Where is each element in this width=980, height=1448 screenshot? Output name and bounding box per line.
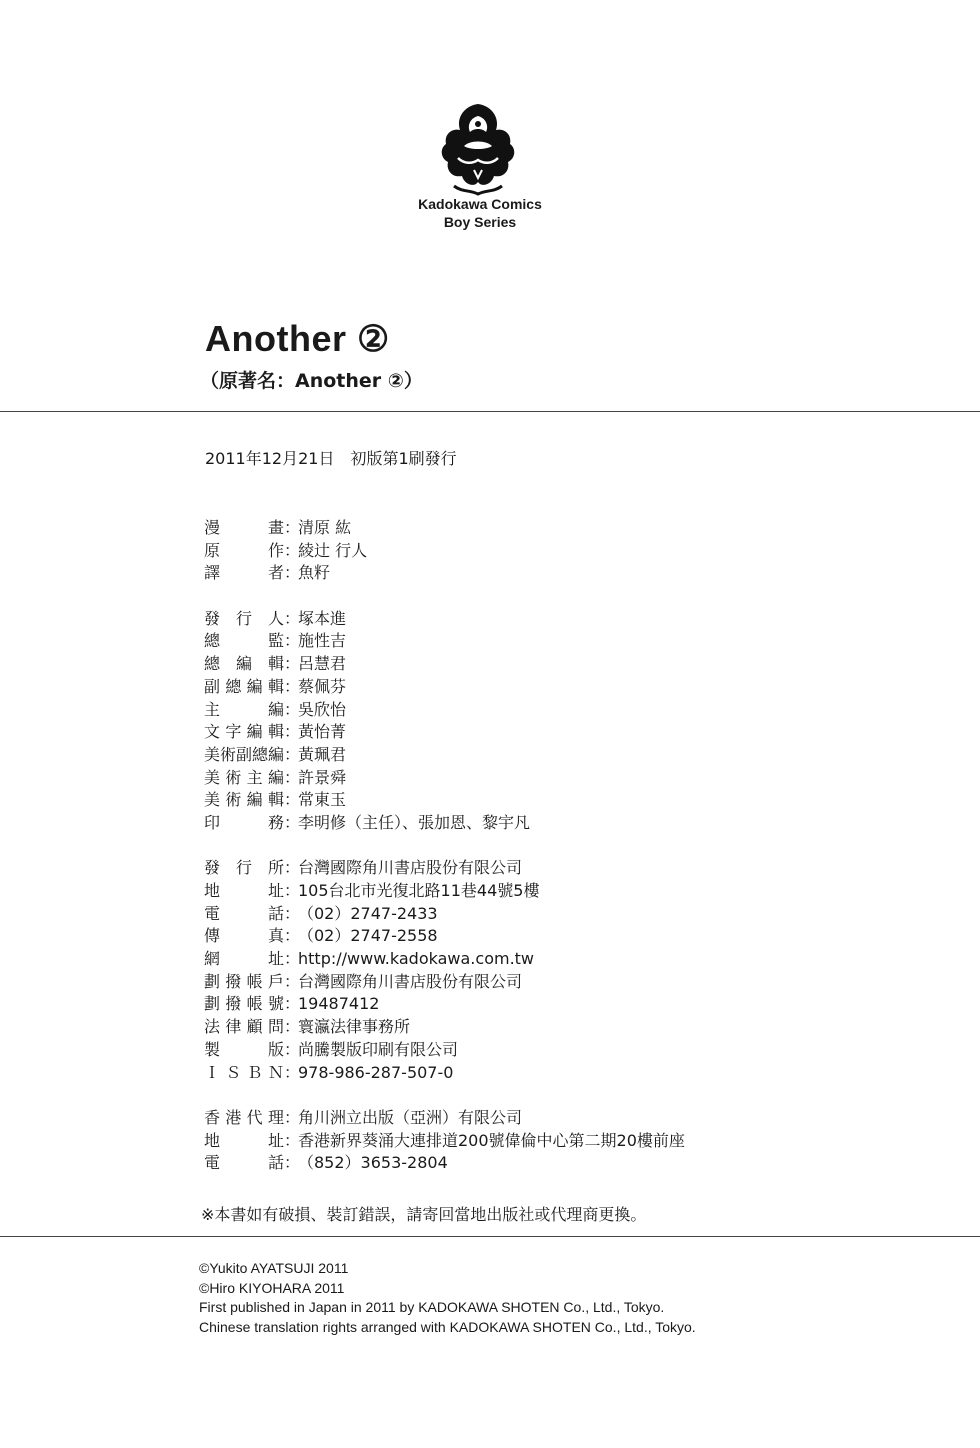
credit-separator: ： — [284, 676, 301, 696]
credit-row — [204, 1039, 685, 1062]
credit-label: 網 址 — [204, 949, 284, 969]
credit-value: 清原 紘 — [298, 518, 352, 537]
credit-value: 寰瀛法律事務所 — [298, 1017, 411, 1037]
credit-label: 副總編輯 — [204, 676, 284, 696]
credit-row — [204, 789, 685, 812]
credit-row — [204, 744, 685, 767]
credit-separator: ： — [284, 1107, 301, 1127]
credit-value: （02）2747-2558 — [298, 926, 438, 946]
copyright-block — [199, 1259, 696, 1337]
original-title: （原著名：Another ②） — [200, 370, 423, 392]
credit-separator: ： — [284, 858, 301, 878]
credit-row — [204, 971, 685, 994]
credit-value: 19487412 — [298, 994, 380, 1014]
credit-label: 原 作 — [204, 540, 284, 560]
credit-value: 吳欣怡 — [298, 699, 347, 719]
return-notice: ※本書如有破損、裝訂錯誤，請寄回當地出版社或代理商更換。 — [201, 1205, 647, 1224]
kadokawa-phoenix-logo-icon — [434, 100, 522, 200]
copyright-line: ©Hiro KIYOHARA 2011 — [199, 1279, 345, 1296]
credit-row — [204, 925, 685, 948]
credit-row — [204, 562, 685, 585]
credit-label: 總 監 — [204, 631, 284, 651]
copyright-line: ©Yukito AYATSUJI 2011 — [199, 1260, 349, 1276]
credit-value: （02）2747-2433 — [298, 903, 438, 923]
credit-label: 發行人 — [204, 608, 284, 628]
credit-separator: ： — [284, 949, 301, 969]
credit-row — [204, 653, 685, 676]
credit-row — [204, 948, 685, 971]
credit-value: 尚騰製版印刷有限公司 — [298, 1039, 459, 1059]
credit-separator: ： — [284, 1130, 301, 1150]
credit-value: 施性吉 — [298, 631, 347, 651]
credit-value: 許景舜 — [298, 767, 347, 787]
credit-label: 劃撥帳號 — [204, 994, 284, 1014]
credit-row — [204, 676, 685, 699]
credit-value: 呂慧君 — [298, 654, 347, 674]
credit-value: 常東玉 — [298, 790, 347, 810]
credit-label: 香港代理 — [204, 1107, 284, 1127]
credit-value: http://www.kadokawa.com.tw — [298, 949, 535, 969]
copyright-line: First published in Japan in 2011 by KADOKAWA SHOTEN Co., Ltd., Tokyo. — [199, 1299, 665, 1315]
credit-label: 美術主編 — [204, 767, 284, 787]
credit-row — [204, 517, 685, 540]
credit-label: 發行所 — [204, 858, 284, 878]
credit-row — [204, 608, 685, 631]
credit-label: 主 編 — [204, 699, 284, 719]
credit-label: 劃撥帳戶 — [204, 971, 284, 991]
credit-row — [204, 767, 685, 790]
credit-label: 電 話 — [204, 903, 284, 923]
credit-row — [204, 630, 685, 653]
credit-row — [204, 721, 685, 744]
credit-value: （852）3653-2804 — [298, 1153, 448, 1173]
credit-value: 台灣國際角川書店股份有限公司 — [298, 858, 523, 878]
credit-value: 105台北市光復北路11巷44號5樓 — [298, 881, 540, 900]
credit-row — [204, 1107, 685, 1130]
credit-separator: ： — [284, 994, 301, 1014]
credit-value: 蔡佩芬 — [298, 676, 347, 696]
book-title: Another ② — [205, 318, 390, 359]
credit-row — [204, 1152, 685, 1175]
credit-label: 美術編輯 — [204, 790, 284, 810]
divider-top — [0, 411, 980, 412]
credit-separator: ： — [284, 699, 301, 719]
copyright-line: Chinese translation rights arranged with KADOKAWA SHOTEN Co., Ltd., Tokyo. — [199, 1318, 696, 1335]
credit-row — [204, 993, 685, 1016]
credit-value: 魚籽 — [298, 563, 331, 583]
credit-separator: ： — [284, 790, 301, 810]
credit-value: 角川洲立出版（亞洲）有限公司 — [298, 1107, 523, 1127]
credit-separator: ： — [284, 903, 301, 923]
brand-line-1: Kadokawa Comics — [418, 196, 542, 212]
credit-label: 文字編輯 — [204, 722, 284, 742]
credit-label: 製 版 — [204, 1039, 284, 1059]
credit-separator: ： — [284, 1153, 301, 1173]
credit-value: 李明修（主任）、張加恩、黎宇凡 — [298, 812, 531, 832]
credit-separator: ： — [284, 563, 301, 583]
credit-separator: ： — [284, 926, 301, 946]
credit-value: 黃珮君 — [298, 744, 347, 764]
credit-separator: ： — [284, 881, 301, 900]
credit-label: 電 話 — [204, 1153, 284, 1173]
credit-label: 美術副總編 — [204, 744, 285, 764]
credit-separator: ： — [284, 744, 301, 764]
credit-row — [204, 812, 685, 835]
credits-group-gap — [204, 835, 685, 858]
credit-value: 香港新界葵涌大連排道200號偉倫中心第二期20樓前座 — [298, 1130, 685, 1150]
credit-row — [204, 540, 685, 563]
credit-label: 譯 者 — [204, 563, 284, 583]
credits-group-gap — [204, 585, 685, 608]
credit-value: 台灣國際角川書店股份有限公司 — [298, 971, 523, 991]
credit-label: 地 址 — [204, 881, 284, 900]
credit-label: 傳 真 — [204, 926, 284, 946]
credit-value: 綾辻 行人 — [298, 540, 368, 560]
credit-value: 黃怡菁 — [298, 722, 347, 742]
credit-value: 塚本進 — [298, 608, 347, 628]
credit-separator: ： — [284, 608, 301, 628]
credit-row — [204, 857, 685, 880]
publication-date: 2011年12月21日 初版第1刷發行 — [205, 449, 457, 468]
credit-label: 印 務 — [204, 812, 284, 832]
credit-separator: ： — [284, 767, 301, 787]
credit-label: 漫 畫 — [204, 518, 284, 537]
credit-label: 法律顧問 — [204, 1017, 284, 1037]
credit-row — [204, 1130, 685, 1153]
credit-row — [204, 903, 685, 926]
brand-line-2: Boy Series — [443, 214, 517, 230]
credit-separator: ： — [284, 1062, 301, 1082]
credit-separator: ： — [284, 1039, 301, 1059]
credit-row — [204, 880, 685, 903]
credits-list — [204, 517, 685, 1175]
credit-label: 總編輯 — [204, 654, 284, 674]
credit-label: ＩＳＢＮ — [204, 1062, 284, 1082]
credit-separator: ： — [284, 812, 301, 832]
credit-row — [204, 699, 685, 722]
credit-row — [204, 1016, 685, 1039]
credit-separator: ： — [284, 654, 301, 674]
credit-separator: ： — [284, 518, 301, 537]
credit-separator: ： — [284, 1017, 301, 1037]
credit-separator: ： — [284, 722, 301, 742]
credits-group-gap — [204, 1084, 685, 1107]
credit-separator: ： — [284, 540, 301, 560]
credit-separator: ： — [284, 971, 301, 991]
credit-row — [204, 1062, 685, 1085]
credit-value: 978-986-287-507-0 — [298, 1062, 454, 1082]
credit-label: 地 址 — [204, 1130, 284, 1150]
credit-separator: ： — [284, 631, 301, 651]
divider-bottom — [0, 1236, 980, 1237]
